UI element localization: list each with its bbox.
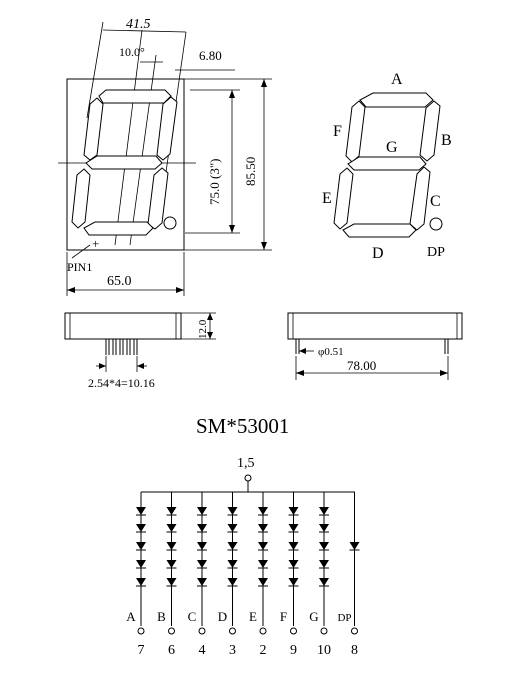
led-column-dp bbox=[337, 492, 359, 658]
pin-terminal bbox=[291, 628, 297, 634]
arrow-head bbox=[229, 90, 235, 98]
led-diode-icon bbox=[136, 542, 146, 550]
pin-terminal bbox=[169, 628, 175, 634]
led-column-d bbox=[218, 492, 238, 658]
legend-segment-e bbox=[334, 168, 353, 229]
led-diode-icon bbox=[136, 507, 146, 515]
led-column-f bbox=[280, 492, 299, 658]
segment-b bbox=[157, 97, 177, 160]
segment-f bbox=[84, 98, 103, 160]
led-diode-icon bbox=[228, 560, 238, 568]
arrow-head bbox=[137, 363, 144, 369]
led-diode-icon bbox=[197, 542, 207, 550]
legend-segment-c bbox=[410, 167, 430, 230]
arrow-head bbox=[67, 287, 75, 293]
pin-terminal bbox=[352, 628, 358, 634]
arrow-head bbox=[440, 370, 448, 376]
arrow-head bbox=[229, 225, 235, 233]
led-diode-icon bbox=[167, 524, 177, 532]
legend-segment-b bbox=[420, 101, 440, 161]
pin-terminal bbox=[321, 628, 327, 634]
pin-number-label: 3 bbox=[229, 643, 236, 658]
led-diode-icon bbox=[167, 542, 177, 550]
segment-dp bbox=[164, 217, 176, 229]
label-d: D bbox=[372, 245, 384, 262]
legend-segment-dp bbox=[430, 218, 442, 230]
legend-segment-f bbox=[346, 101, 365, 162]
label-a: A bbox=[391, 71, 403, 88]
side-body-left bbox=[65, 313, 181, 339]
segment-label: D bbox=[217, 609, 228, 624]
led-diode-icon bbox=[197, 524, 207, 532]
side-body-right bbox=[288, 313, 462, 339]
led-diode-icon bbox=[197, 560, 207, 568]
circuit-diagram bbox=[126, 456, 359, 658]
led-diode-icon bbox=[289, 578, 299, 586]
arrow-head bbox=[296, 370, 304, 376]
common-pin-label: 1,5 bbox=[237, 456, 255, 471]
arrow-head bbox=[176, 287, 184, 293]
pin-number-label: 9 bbox=[290, 643, 297, 658]
pin1-label: PIN1 bbox=[67, 260, 93, 274]
led-diode-icon bbox=[319, 524, 329, 532]
led-diode-icon bbox=[228, 578, 238, 586]
pin-number-label: 7 bbox=[137, 643, 145, 658]
legend-segment-g bbox=[348, 157, 426, 170]
angle-label: 10.0° bbox=[119, 45, 145, 59]
led-diode-icon bbox=[319, 578, 329, 586]
segment-d bbox=[84, 222, 153, 235]
led-diode-icon bbox=[228, 542, 238, 550]
slant-line-left bbox=[115, 30, 142, 245]
led-column-e bbox=[249, 492, 268, 658]
pin-row-left bbox=[106, 339, 137, 355]
legend-segment-d bbox=[343, 224, 416, 237]
label-dp: DP bbox=[427, 245, 445, 260]
led-diode-icon bbox=[197, 507, 207, 515]
pin-number-label: 2 bbox=[259, 643, 267, 658]
pitch-label: 2.54*4=10.16 bbox=[88, 376, 155, 390]
arrow-head bbox=[261, 242, 267, 250]
segment-a bbox=[99, 90, 171, 103]
segment-label: F bbox=[279, 609, 288, 624]
segment-label: G bbox=[309, 609, 319, 624]
led-diode-icon bbox=[319, 560, 329, 568]
led-diode-icon bbox=[167, 560, 177, 568]
led-diode-icon bbox=[289, 560, 299, 568]
pin1-leader bbox=[72, 245, 90, 258]
arrow-head bbox=[261, 79, 267, 87]
led-diode-icon bbox=[258, 542, 268, 550]
led-diode-icon bbox=[258, 507, 268, 515]
segment-label: DP bbox=[337, 612, 352, 624]
pin-terminal bbox=[199, 628, 205, 634]
led-column-a bbox=[126, 492, 146, 658]
led-diode-icon bbox=[289, 507, 299, 515]
side-view-left bbox=[65, 313, 216, 390]
label-e: E bbox=[322, 190, 332, 207]
led-diode-icon bbox=[167, 578, 177, 586]
circuit-columns bbox=[126, 492, 359, 658]
led-diode-icon bbox=[319, 507, 329, 515]
segment-legend bbox=[322, 71, 452, 262]
label-b: B bbox=[441, 132, 452, 149]
label-f: F bbox=[333, 123, 342, 140]
pin-terminal bbox=[230, 628, 236, 634]
pin-terminal bbox=[260, 628, 266, 634]
label-c: C bbox=[430, 193, 441, 210]
legend-segment-a bbox=[360, 93, 433, 107]
led-diode-icon bbox=[136, 578, 146, 586]
dim-41-5-label: 41.5 bbox=[126, 17, 151, 32]
pin-number-label: 8 bbox=[351, 643, 358, 658]
dim-85-label: 85.50 bbox=[243, 156, 258, 186]
dim-78-label: 78.00 bbox=[347, 358, 377, 373]
segment-e bbox=[72, 169, 90, 228]
led-diode-icon bbox=[228, 524, 238, 532]
dim-6-80-label: 6.80 bbox=[199, 48, 222, 63]
dim-75-label: 75.0 (3") bbox=[207, 158, 222, 205]
led-diode-icon bbox=[136, 560, 146, 568]
led-diode-icon bbox=[258, 578, 268, 586]
led-diode-icon bbox=[289, 524, 299, 532]
arrow-head bbox=[299, 348, 306, 354]
dim-65-label: 65.0 bbox=[107, 274, 132, 289]
led-diode-icon bbox=[197, 578, 207, 586]
led-column-g bbox=[309, 492, 331, 658]
front-view bbox=[58, 17, 272, 296]
pin-number-label: 10 bbox=[317, 643, 331, 658]
segment-g bbox=[86, 156, 162, 169]
segment-label: B bbox=[157, 609, 166, 624]
led-diode-icon bbox=[319, 542, 329, 550]
common-pin-terminal bbox=[245, 475, 251, 481]
pin-terminal bbox=[138, 628, 144, 634]
led-diode-icon bbox=[258, 524, 268, 532]
segment-label: A bbox=[126, 609, 136, 624]
led-diode-icon bbox=[350, 542, 360, 550]
pin-number-label: 4 bbox=[198, 643, 206, 658]
led-diode-icon bbox=[289, 542, 299, 550]
led-column-c bbox=[188, 492, 207, 658]
side-view-right bbox=[288, 313, 462, 380]
part-number: SM*53001 bbox=[196, 414, 290, 438]
led-column-b bbox=[157, 492, 176, 658]
arrow-head bbox=[99, 363, 106, 369]
pin-number-label: 6 bbox=[168, 643, 175, 658]
arrow-head bbox=[207, 313, 213, 320]
pin1-plus: + bbox=[92, 236, 100, 251]
segment-label: C bbox=[187, 609, 197, 624]
dim-12-label: 12.0 bbox=[197, 319, 209, 339]
pin-diameter-label: φ0.51 bbox=[318, 346, 344, 358]
label-g: G bbox=[386, 139, 398, 156]
led-diode-icon bbox=[167, 507, 177, 515]
led-diode-icon bbox=[228, 507, 238, 515]
led-diode-icon bbox=[258, 560, 268, 568]
led-diode-icon bbox=[136, 524, 146, 532]
segment-label: E bbox=[249, 609, 257, 624]
